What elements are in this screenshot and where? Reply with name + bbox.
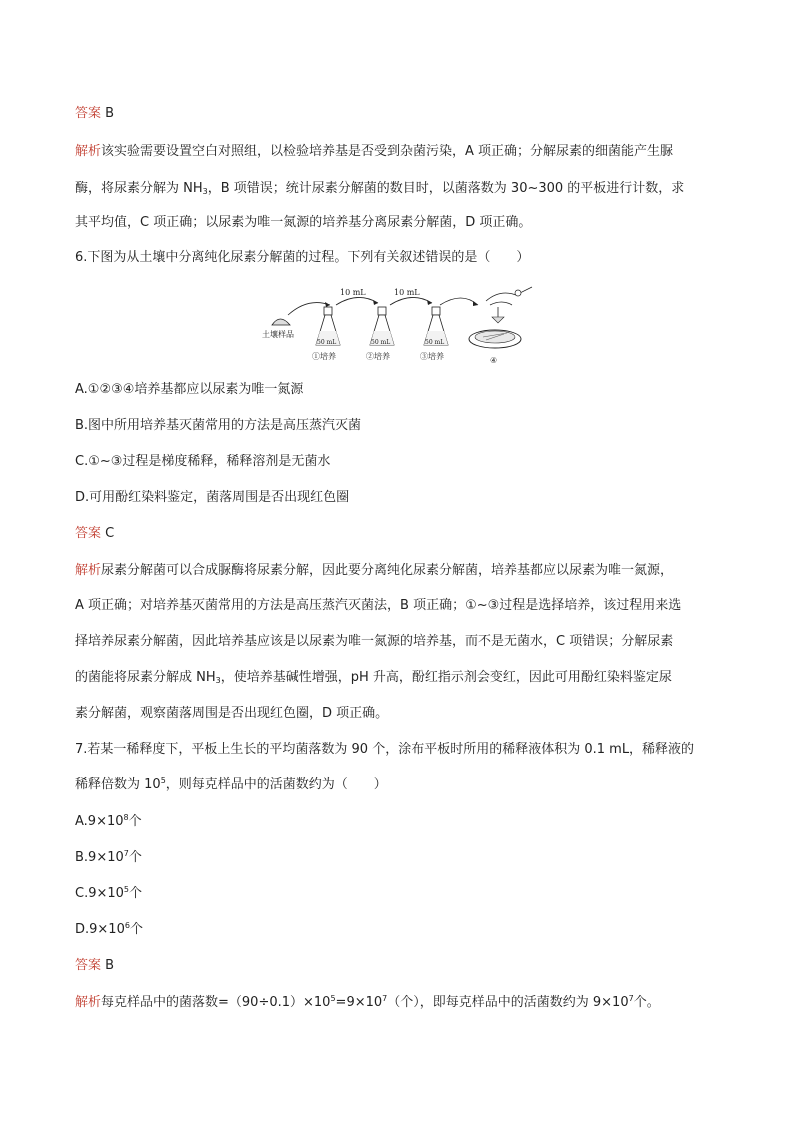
- analysis-text: =9×10: [335, 995, 383, 1010]
- question-stem: 稀释倍数为 10: [75, 777, 161, 792]
- option-text: C.9×10: [75, 886, 124, 901]
- analysis-text: 酶，将尿素分解为 NH: [75, 181, 203, 196]
- arrowhead-icon: [473, 301, 478, 306]
- question-stem: 7.若某一稀释度下，平板上生长的平均菌落数为 90 个，涂布平板时所用的稀释液体积为 0.1 mL，稀释液的: [75, 742, 695, 757]
- superscript: 6: [124, 921, 130, 930]
- superscript: 5: [160, 776, 166, 785]
- transfer-volume-1: 10 mL: [340, 288, 366, 297]
- answer-value: C: [105, 526, 115, 541]
- analysis-text: 该实验需要设置空白对照组，以检验培养基是否受到杂菌污染，A 项正确；分解尿素的细菌能产生脲: [101, 144, 674, 159]
- q7-analysis-line-1: [75, 993, 725, 1013]
- analysis-text: 尿素分解菌可以合成脲酶将尿素分解，因此要分离纯化尿素分解菌，培养基都应以尿素为唯一氮源，: [101, 563, 674, 578]
- flask-volume-1: 50 mL: [317, 339, 337, 346]
- flask-volume-2: 50 mL: [371, 339, 391, 346]
- q6-option-a: [75, 380, 725, 400]
- superscript: 5: [123, 885, 130, 894]
- superscript: 8: [123, 813, 129, 822]
- superscript: 7: [123, 849, 129, 858]
- q6-analysis-line-5: [75, 704, 725, 724]
- analysis-text: ，B 项错误；统计尿素分解菌的数目时，以菌落数为 30~300 的平板进行计数，求: [207, 181, 685, 196]
- q6-option-b: [75, 416, 725, 436]
- superscript: 7: [382, 994, 388, 1003]
- answer-label: 答案: [75, 526, 102, 541]
- q6-option-c: [75, 452, 725, 472]
- analysis-text: 择培养尿素分解菌，因此培养基应该是以尿素为唯一氮源的培养基，而不是无菌水，C 项错误；分解尿素: [75, 634, 674, 649]
- q6-analysis-line-3: [75, 632, 725, 652]
- q7-option-b: [75, 848, 725, 868]
- option-text: 个: [129, 922, 143, 937]
- step-1-label: ①培养: [312, 352, 336, 361]
- q6-analysis-line-1: [75, 561, 725, 581]
- flask-volume-3: 50 mL: [425, 339, 445, 346]
- q6-analysis-line-2: [75, 596, 725, 616]
- analysis-text: （个），即每克样品中的活菌数约为 9×10: [387, 995, 629, 1010]
- q7-option-a: [75, 812, 725, 832]
- soil-sample-icon: [272, 319, 290, 325]
- question-stem: 6.下图为从土壤中分离纯化尿素分解菌的过程。下列有关叙述错误的是（ ）: [75, 250, 530, 265]
- soil-sample-label: 土壤样品: [262, 330, 294, 339]
- transfer-volume-2: 10 mL: [394, 288, 420, 297]
- option-text: B.图中所用培养基灭菌常用的方法是高压蒸汽灭菌: [75, 418, 362, 433]
- answer-label: 答案: [75, 958, 102, 973]
- analysis-text: ，使培养基碱性增强，pH 升高，酚红指示剂会变红，因此可用酚红染料鉴定尿: [220, 670, 672, 685]
- isolation-process-diagram: [250, 283, 550, 373]
- analysis-text: 素分解菌，观察菌落周围是否出现红色圈，D 项正确。: [75, 706, 389, 721]
- analysis-label: 解析: [75, 144, 102, 159]
- arrow-icon: [440, 298, 478, 305]
- option-text: D.9×10: [75, 922, 125, 937]
- option-text: A.9×10: [75, 814, 124, 829]
- q5-analysis-line-3: [75, 213, 725, 233]
- analysis-text: 每克样品中的菌落数=（90÷0.1）×10: [101, 995, 331, 1010]
- q6-analysis-line-4: [75, 668, 725, 688]
- analysis-label: 解析: [75, 563, 102, 578]
- step-4-label: ④: [490, 356, 498, 365]
- spreader-hand-icon: [486, 287, 532, 323]
- arrow-icon: [336, 297, 378, 305]
- superscript: 7: [628, 994, 634, 1003]
- arrow-icon: [390, 297, 432, 305]
- analysis-text: 其平均值，C 项正确；以尿素为唯一氮源的培养基分离尿素分解菌，D 项正确。: [75, 215, 532, 230]
- subscript: 3: [202, 187, 208, 196]
- option-text: B.9×10: [75, 850, 124, 865]
- option-text: 个: [128, 850, 142, 865]
- analysis-label: 解析: [75, 995, 102, 1010]
- option-text: 个: [128, 814, 142, 829]
- analysis-text: A 项正确；对培养基灭菌常用的方法是高压蒸汽灭菌法，B 项正确；①~③过程是选择培养，该过程用来选: [75, 598, 682, 613]
- q7-option-c: [75, 884, 725, 904]
- answer-value: B: [105, 958, 115, 973]
- q5-analysis-line-2: [75, 179, 725, 199]
- q7-option-d: [75, 920, 725, 940]
- q6-figure: [250, 283, 550, 373]
- option-text: D.可用酚红染料鉴定，菌落周围是否出现红色圈: [75, 490, 350, 505]
- answer-label: 答案: [75, 106, 102, 121]
- step-2-label: ②培养: [366, 352, 390, 361]
- analysis-text: 的菌能将尿素分解成 NH: [75, 670, 216, 685]
- q5-answer: [75, 104, 725, 124]
- q6-stem: [75, 248, 725, 268]
- option-text: 个: [129, 886, 143, 901]
- q7-answer: [75, 956, 725, 976]
- q7-stem-line-1: [75, 740, 725, 760]
- question-stem: ，则每克样品中的活菌数约为（ ）: [165, 777, 387, 792]
- q6-answer: [75, 524, 725, 544]
- option-text: A.①②③④培养基都应以尿素为唯一氮源: [75, 382, 304, 397]
- option-text: C.①~③过程是梯度稀释，稀释溶剂是无菌水: [75, 454, 331, 469]
- answer-value: B: [105, 106, 115, 121]
- petri-dish-icon: [469, 330, 521, 348]
- subscript: 3: [215, 676, 221, 685]
- step-3-label: ③培养: [420, 352, 444, 361]
- analysis-text: 个。: [633, 995, 660, 1010]
- q7-stem-line-2: [75, 775, 725, 795]
- q6-option-d: [75, 488, 725, 508]
- superscript: 5: [330, 994, 336, 1003]
- q5-analysis-line-1: [75, 142, 725, 162]
